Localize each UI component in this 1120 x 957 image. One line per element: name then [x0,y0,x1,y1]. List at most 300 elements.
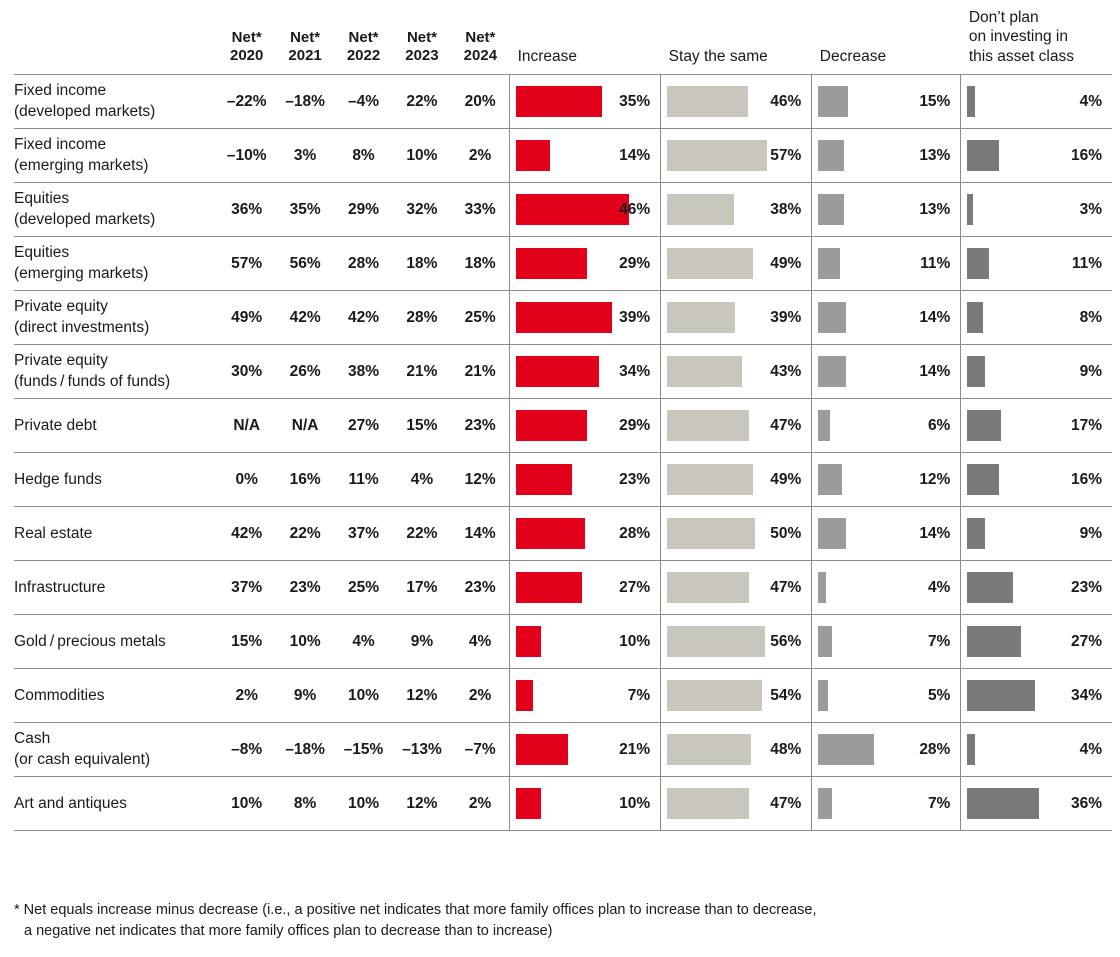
bar-value-decrease: 4% [927,578,951,596]
table-row [14,561,1112,615]
bar-cell-decrease [812,723,961,777]
bar-value-dont-plan: 36% [1070,794,1102,812]
row-label [14,345,217,399]
bar-value-decrease: 28% [919,740,951,758]
row-label [14,453,217,507]
net-value-2022: –4% [334,75,392,129]
bar-decrease [818,356,846,387]
bar-value-increase: 35% [619,92,651,110]
row-label [14,129,217,183]
bar-value-increase: 29% [619,254,651,272]
bar-cell-decrease [812,453,961,507]
net-value-2020: –22% [217,75,275,129]
net-value-2023: 15% [393,399,451,453]
bar-value-increase: 39% [619,308,651,326]
net-value-2022: 4% [334,615,392,669]
bar-value-stay-the-same: 54% [770,686,802,704]
bar-stay-the-same [667,788,749,819]
bar-value-increase: 27% [619,578,651,596]
bar-cell-increase [510,345,661,399]
bar-value-increase: 23% [619,470,651,488]
row-label-line2: (emerging markets) [14,264,149,282]
net-value-2021: 42% [276,291,334,345]
header-asset-class [14,8,217,75]
table-row [14,669,1112,723]
bar-cell-dont-plan [961,183,1112,237]
header-net-2022 [334,8,392,75]
bar-value-decrease: 14% [919,362,951,380]
net-value-2021: –18% [276,723,334,777]
row-label-line1: Cash [14,730,51,748]
header-net-2023-line1: Net* [406,28,437,46]
bar-cell-increase [510,507,661,561]
net-value-2020: 42% [217,507,275,561]
bar-value-stay-the-same: 50% [770,524,802,542]
net-value-2024: –7% [451,723,509,777]
bar-increase [516,626,541,657]
table-row [14,723,1112,777]
footnote-line2: a negative net indicates that more family offices plan to decrease than to increase) [24,923,553,940]
net-value-2023: 32% [393,183,451,237]
net-value-2021: 26% [276,345,334,399]
table-body [14,75,1112,831]
row-label [14,75,217,129]
net-value-2021: N/A [276,399,334,453]
bar-value-dont-plan: 4% [1079,740,1102,758]
net-value-2024: 14% [451,507,509,561]
net-value-2022: 8% [334,129,392,183]
bar-value-decrease: 13% [919,146,951,164]
row-label [14,237,217,291]
bar-decrease [818,680,828,711]
header-net-2020-line1: Net* [231,28,262,46]
bar-stay-the-same [667,572,749,603]
header-net-2021-line2: 2021 [288,47,322,65]
bar-cell-stay-the-same [661,453,812,507]
net-value-2021: 10% [276,615,334,669]
row-label-line1: Hedge funds [14,470,102,488]
bar-decrease [818,626,832,657]
table-row [14,237,1112,291]
bar-decrease [818,572,826,603]
table-header [14,8,1112,75]
bar-cell-dont-plan [961,129,1112,183]
net-value-2020: 37% [217,561,275,615]
bar-cell-stay-the-same [661,75,812,129]
bar-cell-dont-plan [961,561,1112,615]
bar-dont-plan [967,464,999,495]
bar-value-increase: 10% [619,794,651,812]
bar-cell-increase [510,453,661,507]
bar-cell-increase [510,237,661,291]
bar-cell-increase [510,561,661,615]
net-value-2021: 23% [276,561,334,615]
header-net-2021-line1: Net* [290,28,321,46]
bar-value-decrease: 7% [927,632,951,650]
table-row [14,345,1112,399]
bar-value-dont-plan: 3% [1079,200,1102,218]
bar-stay-the-same [667,248,753,279]
header-net-2022-line2: 2022 [346,47,381,65]
bar-dont-plan [967,734,975,765]
bar-cell-dont-plan [961,237,1112,291]
bar-stay-the-same [667,626,765,657]
bar-value-dont-plan: 8% [1079,308,1102,326]
row-label-line2: (direct investments) [14,318,150,336]
net-value-2024: 2% [451,669,509,723]
net-value-2023: 22% [393,507,451,561]
row-label-line1: Private debt [14,416,97,434]
bar-increase [516,248,587,279]
bar-cell-decrease [812,777,961,831]
row-label-line2: (funds / funds of funds) [14,372,171,390]
bar-cell-increase [510,399,661,453]
bar-stay-the-same [667,194,734,225]
bar-decrease [818,464,842,495]
bar-cell-increase [510,777,661,831]
bar-value-stay-the-same: 49% [770,254,802,272]
row-label-line1: Real estate [14,524,93,542]
table-row [14,399,1112,453]
row-label [14,615,217,669]
bar-increase [516,572,582,603]
bar-cell-stay-the-same [661,507,812,561]
bar-dont-plan [967,572,1013,603]
net-value-2022: –15% [334,723,392,777]
bar-value-decrease: 14% [919,308,951,326]
bar-cell-stay-the-same [661,615,812,669]
net-value-2022: 38% [334,345,392,399]
bar-cell-decrease [812,75,961,129]
net-value-2022: 11% [334,453,392,507]
net-value-2022: 10% [334,777,392,831]
bar-cell-decrease [812,507,961,561]
net-value-2021: –18% [276,75,334,129]
net-value-2020: –8% [217,723,275,777]
allocation-matrix-table [14,8,1112,831]
bar-increase [516,356,599,387]
net-value-2023: 10% [393,129,451,183]
row-label-line1: Equities [14,244,70,262]
bar-cell-stay-the-same [661,669,812,723]
bar-cell-decrease [812,669,961,723]
bar-increase [516,788,541,819]
header-net-2024 [451,8,509,75]
net-value-2020: 49% [217,291,275,345]
header-net-2024-line1: Net* [465,28,496,46]
bar-increase [516,194,629,225]
net-value-2023: 21% [393,345,451,399]
bar-dont-plan [967,788,1039,819]
bar-cell-decrease [812,129,961,183]
bar-cell-increase [510,75,661,129]
net-value-2024: 21% [451,345,509,399]
bar-cell-stay-the-same [661,399,812,453]
bar-value-increase: 34% [619,362,651,380]
bar-cell-dont-plan [961,723,1112,777]
row-label-line2: (emerging markets) [14,156,149,174]
row-label [14,399,217,453]
bar-value-increase: 7% [627,686,651,704]
bar-cell-dont-plan [961,345,1112,399]
net-value-2020: 36% [217,183,275,237]
table-row [14,183,1112,237]
bar-cell-decrease [812,183,961,237]
bar-decrease [818,248,840,279]
net-value-2021: 8% [276,777,334,831]
bar-dont-plan [967,140,999,171]
header-increase: Increase [517,47,578,65]
row-label [14,723,217,777]
net-value-2021: 9% [276,669,334,723]
bar-increase [516,734,567,765]
net-value-2024: 33% [451,183,509,237]
bar-value-stay-the-same: 43% [770,362,802,380]
header-net-2023 [393,8,451,75]
bar-value-stay-the-same: 48% [770,740,802,758]
net-value-2021: 35% [276,183,334,237]
bar-cell-dont-plan [961,291,1112,345]
bar-stay-the-same [667,86,748,117]
bar-cell-decrease [812,615,961,669]
header-net-2022-line1: Net* [348,28,379,46]
bar-stay-the-same [667,518,755,549]
net-value-2023: 22% [393,75,451,129]
bar-cell-stay-the-same [661,561,812,615]
bar-decrease [818,788,832,819]
bar-cell-stay-the-same [661,291,812,345]
net-value-2024: 23% [451,561,509,615]
net-value-2024: 20% [451,75,509,129]
bar-value-stay-the-same: 47% [770,578,802,596]
net-value-2022: 28% [334,237,392,291]
net-value-2023: 4% [393,453,451,507]
bar-value-decrease: 12% [919,470,951,488]
net-value-2020: 57% [217,237,275,291]
net-value-2022: 37% [334,507,392,561]
net-value-2023: 28% [393,291,451,345]
bar-decrease [818,302,846,333]
bar-cell-stay-the-same [661,777,812,831]
net-value-2024: 25% [451,291,509,345]
header-net-2021 [276,8,334,75]
bar-stay-the-same [667,680,762,711]
net-value-2024: 18% [451,237,509,291]
bar-value-increase: 10% [619,632,651,650]
bar-value-dont-plan: 16% [1070,470,1102,488]
table-row [14,453,1112,507]
bar-cell-dont-plan [961,777,1112,831]
net-value-2022: 25% [334,561,392,615]
bar-cell-increase [510,669,661,723]
bar-increase [516,140,550,171]
bar-value-stay-the-same: 47% [770,416,802,434]
row-label-line1: Equities [14,190,70,208]
bar-increase [516,518,585,549]
row-label-line1: Fixed income [14,82,107,100]
header-dont-plan: Don’t plan on investing in this asset class [968,9,1074,65]
bar-decrease [818,140,844,171]
bar-value-stay-the-same: 39% [770,308,802,326]
bar-increase [516,410,587,441]
table-row [14,75,1112,129]
footnote-line1: * Net equals increase minus decrease (i.e., a positive net indicates that more family offices plan to increase than to decrease, [14,902,817,918]
bar-value-decrease: 14% [919,524,951,542]
bar-cell-stay-the-same [661,183,812,237]
net-value-2023: 17% [393,561,451,615]
bar-value-stay-the-same: 46% [770,92,802,110]
bar-cell-dont-plan [961,507,1112,561]
row-label [14,777,217,831]
net-value-2022: 29% [334,183,392,237]
row-label [14,183,217,237]
bar-decrease [818,86,848,117]
bar-stay-the-same [667,734,751,765]
bar-value-decrease: 13% [919,200,951,218]
table-row [14,129,1112,183]
bar-cell-stay-the-same [661,345,812,399]
net-value-2020: 0% [217,453,275,507]
bar-value-increase: 46% [619,200,651,218]
bar-decrease [818,734,874,765]
bar-value-dont-plan: 17% [1070,416,1102,434]
bar-cell-increase [510,129,661,183]
bar-dont-plan [967,86,975,117]
net-value-2021: 3% [276,129,334,183]
net-value-2022: 42% [334,291,392,345]
bar-cell-decrease [812,399,961,453]
bar-decrease [818,410,830,441]
bar-cell-stay-the-same [661,129,812,183]
bar-value-dont-plan: 23% [1070,578,1102,596]
bar-value-stay-the-same: 49% [770,470,802,488]
row-label-line1: Fixed income [14,136,107,154]
bar-stay-the-same [667,410,749,441]
bar-value-decrease: 15% [919,92,951,110]
net-value-2020: –10% [217,129,275,183]
bar-cell-dont-plan [961,75,1112,129]
net-value-2020: 2% [217,669,275,723]
row-label-line1: Infrastructure [14,578,106,596]
row-label-line1: Private equity [14,352,108,370]
table-row [14,291,1112,345]
bar-increase [516,86,602,117]
bar-cell-decrease [812,237,961,291]
row-label [14,291,217,345]
net-value-2024: 2% [451,777,509,831]
net-value-2022: 27% [334,399,392,453]
bar-value-decrease: 7% [927,794,951,812]
bar-dont-plan [967,680,1035,711]
bar-decrease [818,194,844,225]
net-value-2020: 10% [217,777,275,831]
net-value-2023: 18% [393,237,451,291]
header-net-2024-line2: 2024 [463,47,498,65]
bar-value-increase: 21% [619,740,651,758]
bar-value-increase: 14% [619,146,651,164]
net-value-2024: 4% [451,615,509,669]
net-value-2024: 23% [451,399,509,453]
row-label-line1: Art and antiques [14,794,127,812]
bar-value-dont-plan: 27% [1070,632,1102,650]
bar-value-stay-the-same: 38% [770,200,802,218]
bar-stay-the-same [667,140,767,171]
bar-stay-the-same [667,464,753,495]
net-value-2020: N/A [217,399,275,453]
row-label-line1: Gold / precious metals [14,632,166,650]
net-value-2023: 9% [393,615,451,669]
net-value-2021: 22% [276,507,334,561]
net-value-2021: 56% [276,237,334,291]
bar-dont-plan [967,626,1021,657]
table-row [14,615,1112,669]
row-label [14,669,217,723]
bar-value-dont-plan: 4% [1079,92,1102,110]
bar-cell-increase [510,615,661,669]
bar-cell-stay-the-same [661,237,812,291]
bar-cell-increase [510,183,661,237]
bar-cell-stay-the-same [661,723,812,777]
bar-dont-plan [967,518,985,549]
bar-value-dont-plan: 34% [1070,686,1102,704]
table-row [14,507,1112,561]
bar-dont-plan [967,410,1001,441]
bar-increase [516,680,533,711]
row-label-line1: Private equity [14,298,108,316]
bar-dont-plan [967,194,973,225]
bar-value-dont-plan: 16% [1070,146,1102,164]
bar-value-stay-the-same: 57% [770,146,802,164]
bar-stay-the-same [667,356,742,387]
bar-increase [516,464,572,495]
bar-value-decrease: 6% [927,416,951,434]
bar-value-stay-the-same: 56% [770,632,802,650]
bar-cell-increase [510,291,661,345]
bar-cell-dont-plan [961,615,1112,669]
bar-dont-plan [967,302,983,333]
bar-cell-dont-plan [961,669,1112,723]
bar-stay-the-same [667,302,735,333]
bar-value-dont-plan: 9% [1079,524,1102,542]
bar-value-dont-plan: 11% [1071,254,1102,272]
net-value-2024: 2% [451,129,509,183]
header-decrease: Decrease [819,47,887,65]
header-net-2023-line2: 2023 [405,47,439,65]
bar-cell-decrease [812,291,961,345]
bar-value-increase: 29% [619,416,651,434]
row-label-line2: (or cash equivalent) [14,750,151,768]
header-net-2020 [217,8,275,75]
bar-cell-decrease [812,561,961,615]
bar-value-increase: 28% [619,524,651,542]
bar-value-dont-plan: 9% [1079,362,1102,380]
net-value-2022: 10% [334,669,392,723]
table-row [14,777,1112,831]
bar-dont-plan [967,356,985,387]
bar-value-decrease: 5% [927,686,951,704]
header-net-2020-line2: 2020 [229,47,264,65]
bar-cell-decrease [812,345,961,399]
bar-increase [516,302,612,333]
bar-cell-increase [510,723,661,777]
bar-value-stay-the-same: 47% [770,794,802,812]
row-label-line2: (developed markets) [14,102,156,120]
bar-cell-dont-plan [961,399,1112,453]
net-value-2023: 12% [393,777,451,831]
net-value-2023: 12% [393,669,451,723]
net-value-2021: 16% [276,453,334,507]
bar-value-decrease: 11% [920,254,951,272]
